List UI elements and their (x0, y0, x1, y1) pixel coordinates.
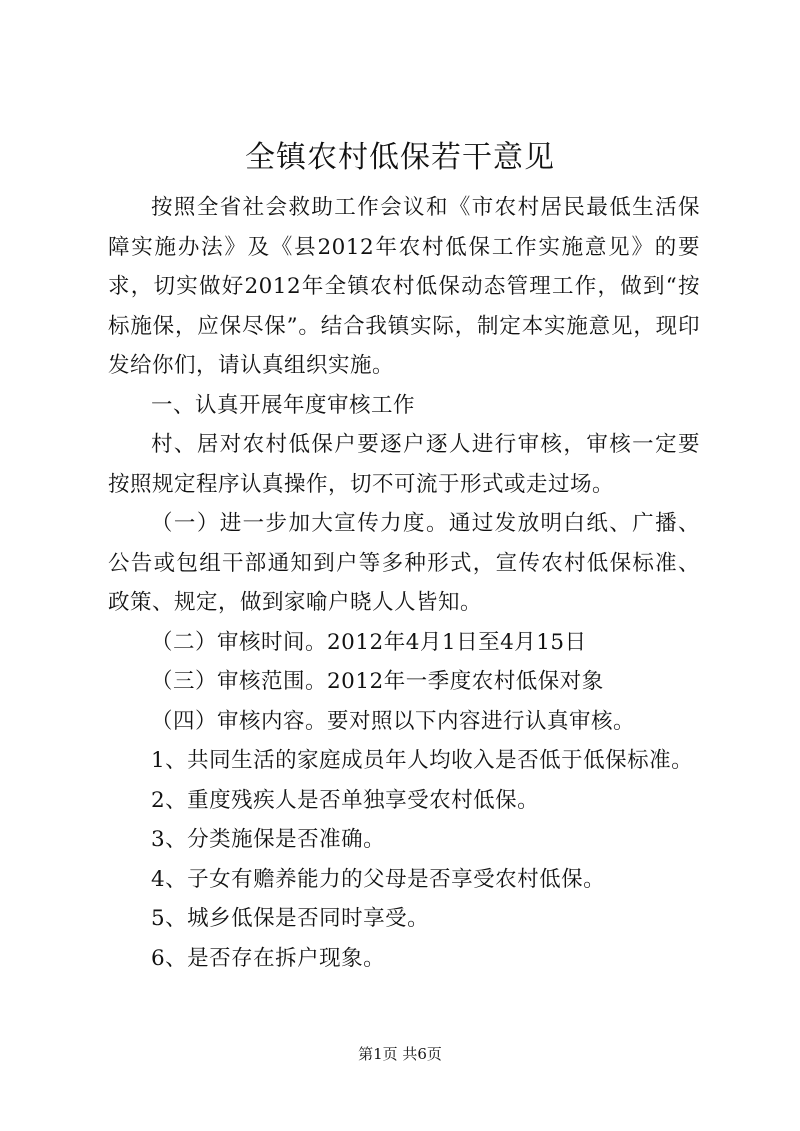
list-item-1: 1、共同生活的家庭成员年人均收入是否低于低保标准。 (151, 748, 694, 773)
list-item-3: 3、分类施保是否准确。 (151, 827, 386, 852)
list-item-6: 6、是否存在拆户现象。 (151, 945, 386, 971)
item-2-review-time: （二）审核时间。2012年4月1日至4月15日 (151, 629, 587, 655)
list-item-2: 2、重度残疾人是否单独享受农村低保。 (151, 787, 540, 813)
list-item-5: 5、城乡低保是否同时享受。 (151, 906, 430, 931)
document-body (108, 188, 700, 978)
item-3-review-scope: （三）审核范围。2012年一季度农村低保对象 (151, 669, 604, 694)
item-1-publicity: （一）进一步加大宣传力度。通过发放明白纸、广播、公告或包组干部通知到户等多种形式，宣传农村低保标准、政策、规定，做到家喻户晓人人皆知。 (108, 511, 700, 615)
item-4-review-content: （四）审核内容。要对照以下内容进行认真审核。 (151, 708, 636, 734)
page-footer: 第1页 共6页 (358, 1045, 442, 1063)
section-1-paragraph: 村、居对农村低保户要逐户逐人进行审核，审核一定要按照规定程序认真操作，切不可流于形式或走过场。 (108, 432, 700, 497)
intro-paragraph: 按照全省社会救助工作会议和《市农村居民最低生活保障实施办法》及《县2012年农村低保工作实施意见》的要求，切实做好2012年全镇农村低保动态管理工作，做到“按标施保，应保尽保”。结合我镇实际，制定本实施意见，现印发给你们，请认真组织实施。 (108, 195, 700, 378)
list-item-4: 4、子女有赡养能力的父母是否享受农村低保。 (151, 866, 606, 892)
document-title: 全镇农村低保若干意见 (245, 140, 555, 175)
section-heading-1: 一、认真开展年度审核工作 (151, 392, 416, 418)
